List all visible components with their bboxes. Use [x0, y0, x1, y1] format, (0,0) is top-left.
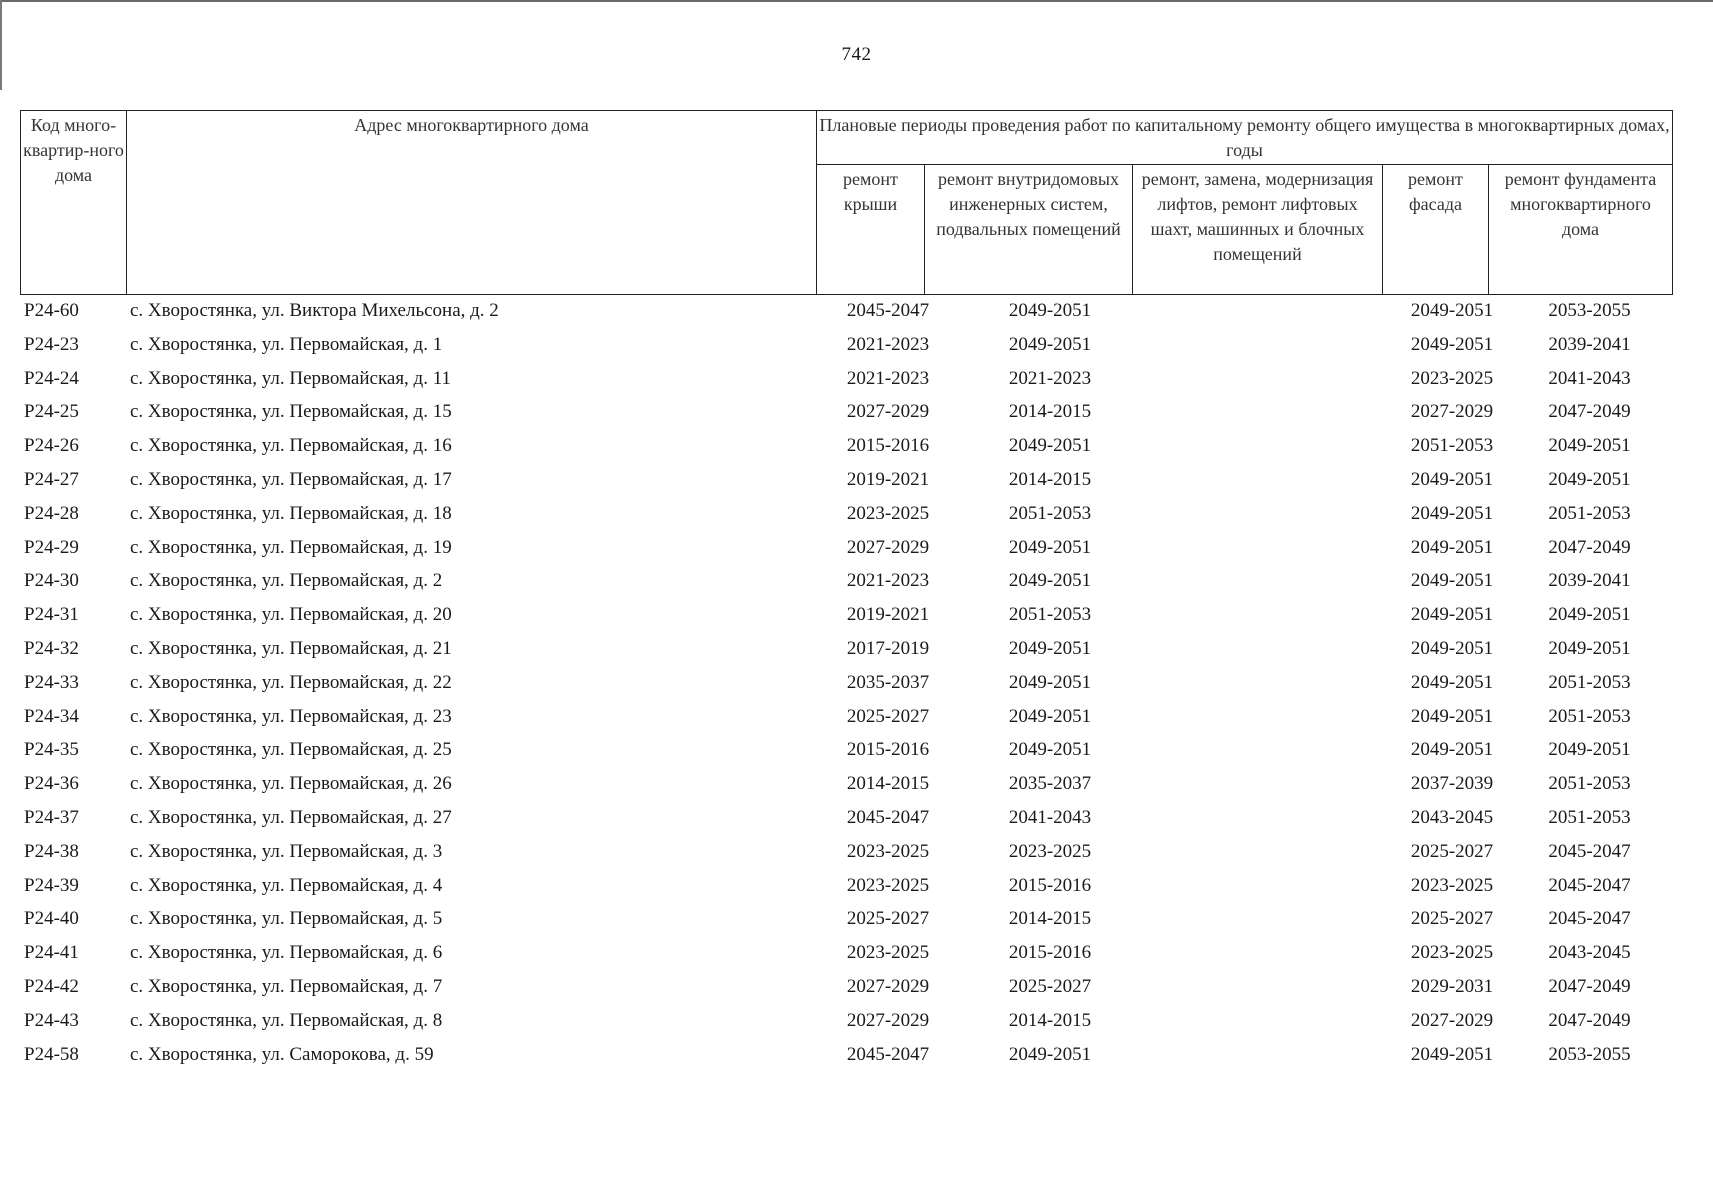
row-roof-period: 2035-2037	[846, 671, 930, 693]
row-roof-period: 2045-2047	[846, 1043, 930, 1065]
row-engineering-period: 2049-2051	[1008, 333, 1092, 355]
header-code: Код много-квартир-ного дома	[21, 111, 127, 295]
row-roof-period: 2019-2021	[846, 468, 930, 490]
row-foundation-period: 2045-2047	[1548, 874, 1631, 896]
row-roof-period: 2025-2027	[846, 705, 930, 727]
row-foundation-period: 2053-2055	[1548, 300, 1631, 321]
row-address: с. Хворостянка, ул. Первомайская, д. 3	[130, 840, 443, 862]
row-roof-period: 2023-2025	[846, 502, 930, 524]
row-facade-period: 2049-2051	[1410, 300, 1494, 321]
row-address: с. Хворостянка, ул. Первомайская, д. 1	[130, 333, 443, 355]
row-engineering-period: 2023-2025	[1008, 840, 1092, 862]
row-foundation-period: 2053-2055	[1548, 1043, 1631, 1065]
row-code: P24-26	[24, 435, 79, 457]
header-engineering: ремонт внутридомовых инженерных систем, подвальных помещений	[925, 165, 1133, 295]
table-row	[20, 497, 1672, 531]
row-address: с. Хворостянка, ул. Первомайская, д. 7	[130, 975, 443, 997]
row-facade-period: 2023-2025	[1410, 874, 1494, 896]
row-engineering-period: 2049-2051	[1008, 1043, 1092, 1065]
row-foundation-period: 2041-2043	[1548, 367, 1631, 389]
row-code: P24-42	[24, 975, 79, 997]
table-row	[20, 564, 1672, 598]
row-facade-period: 2023-2025	[1410, 942, 1494, 964]
row-facade-period: 2049-2051	[1410, 671, 1494, 693]
row-foundation-period: 2047-2049	[1548, 401, 1631, 423]
row-engineering-period: 2049-2051	[1008, 300, 1092, 321]
row-engineering-period: 2015-2016	[1008, 942, 1092, 964]
row-facade-period: 2027-2029	[1410, 401, 1494, 423]
row-foundation-period: 2049-2051	[1548, 435, 1631, 457]
table-row	[20, 970, 1672, 1004]
row-foundation-period: 2051-2053	[1548, 773, 1631, 795]
row-address: с. Хворостянка, ул. Первомайская, д. 16	[130, 435, 452, 457]
row-facade-period: 2049-2051	[1410, 604, 1494, 626]
table-row	[20, 598, 1672, 632]
row-engineering-period: 2025-2027	[1008, 975, 1092, 997]
row-code: P24-40	[24, 908, 79, 930]
row-foundation-period: 2051-2053	[1548, 502, 1631, 524]
row-facade-period: 2049-2051	[1410, 1043, 1494, 1065]
table-row	[20, 294, 1672, 328]
row-address: с. Хворостянка, ул. Виктора Михельсона, д. 2	[130, 300, 499, 321]
row-facade-period: 2025-2027	[1410, 908, 1494, 930]
row-address: с. Хворостянка, ул. Первомайская, д. 15	[130, 401, 452, 423]
row-code: P24-43	[24, 1009, 79, 1031]
row-roof-period: 2017-2019	[846, 637, 930, 659]
header-periods: Плановые периоды проведения работ по капитальному ремонту общего имущества в многоквартирных домах, годы	[817, 111, 1673, 165]
header-foundation: ремонт фундамента многоквартирного дома	[1489, 165, 1673, 295]
row-facade-period: 2049-2051	[1410, 637, 1494, 659]
row-facade-period: 2051-2053	[1410, 435, 1494, 457]
table-header	[20, 110, 1673, 295]
row-foundation-period: 2039-2041	[1548, 570, 1631, 592]
row-roof-period: 2023-2025	[846, 840, 930, 862]
row-engineering-period: 2049-2051	[1008, 739, 1092, 761]
row-foundation-period: 2043-2045	[1548, 942, 1631, 964]
table-row	[20, 835, 1672, 869]
row-foundation-period: 2049-2051	[1548, 604, 1631, 626]
row-roof-period: 2027-2029	[846, 975, 930, 997]
row-code: P24-35	[24, 739, 79, 761]
table-row	[20, 531, 1672, 565]
row-roof-period: 2045-2047	[846, 300, 930, 321]
row-code: P24-32	[24, 637, 79, 659]
header-lifts: ремонт, замена, модернизация лифтов, ремонт лифтовых шахт, машинных и блочных помещений	[1133, 165, 1383, 295]
table-row	[20, 632, 1672, 666]
row-roof-period: 2015-2016	[846, 435, 930, 457]
row-foundation-period: 2045-2047	[1548, 840, 1631, 862]
row-engineering-period: 2014-2015	[1008, 908, 1092, 930]
row-engineering-period: 2014-2015	[1008, 1009, 1092, 1031]
row-foundation-period: 2039-2041	[1548, 333, 1631, 355]
row-code: P24-31	[24, 604, 79, 626]
row-engineering-period: 2049-2051	[1008, 570, 1092, 592]
header-roof: ремонт крыши	[817, 165, 925, 295]
row-code: P24-25	[24, 401, 79, 423]
row-facade-period: 2049-2051	[1410, 468, 1494, 490]
row-address: с. Хворостянка, ул. Первомайская, д. 5	[130, 908, 443, 930]
row-code: P24-28	[24, 502, 79, 524]
row-foundation-period: 2047-2049	[1548, 536, 1631, 558]
row-roof-period: 2025-2027	[846, 908, 930, 930]
row-facade-period: 2049-2051	[1410, 333, 1494, 355]
row-facade-period: 2029-2031	[1410, 975, 1494, 997]
row-address: с. Хворостянка, ул. Первомайская, д. 8	[130, 1009, 443, 1031]
table-row	[20, 936, 1672, 970]
row-roof-period: 2027-2029	[846, 1009, 930, 1031]
row-foundation-period: 2049-2051	[1548, 637, 1631, 659]
row-code: P24-23	[24, 333, 79, 355]
header-facade: ремонт фасада	[1383, 165, 1489, 295]
row-roof-period: 2021-2023	[846, 367, 930, 389]
row-address: с. Хворостянка, ул. Первомайская, д. 11	[130, 367, 452, 389]
row-address: с. Хворостянка, ул. Первомайская, д. 23	[130, 705, 452, 727]
row-code: P24-39	[24, 874, 79, 896]
table-row	[20, 395, 1672, 429]
row-roof-period: 2027-2029	[846, 536, 930, 558]
row-code: P24-37	[24, 806, 79, 828]
row-address: с. Хворостянка, ул. Первомайская, д. 2	[130, 570, 443, 592]
row-engineering-period: 2051-2053	[1008, 604, 1092, 626]
row-foundation-period: 2047-2049	[1548, 1009, 1631, 1031]
table-row	[20, 1004, 1672, 1038]
row-foundation-period: 2049-2051	[1548, 739, 1631, 761]
row-engineering-period: 2049-2051	[1008, 536, 1092, 558]
row-roof-period: 2023-2025	[846, 874, 930, 896]
row-address: с. Хворостянка, ул. Первомайская, д. 25	[130, 739, 452, 761]
row-engineering-period: 2015-2016	[1008, 874, 1092, 896]
row-code: P24-36	[24, 773, 79, 795]
row-engineering-period: 2049-2051	[1008, 671, 1092, 693]
row-roof-period: 2027-2029	[846, 401, 930, 423]
row-engineering-period: 2049-2051	[1008, 435, 1092, 457]
row-code: P24-33	[24, 671, 79, 693]
row-code: P24-38	[24, 840, 79, 862]
row-facade-period: 2043-2045	[1410, 806, 1494, 828]
page-number: 742	[841, 44, 872, 65]
row-facade-period: 2049-2051	[1410, 536, 1494, 558]
row-roof-period: 2021-2023	[846, 333, 930, 355]
row-roof-period: 2045-2047	[846, 806, 930, 828]
row-address: с. Хворостянка, ул. Первомайская, д. 6	[130, 942, 443, 964]
row-foundation-period: 2045-2047	[1548, 908, 1631, 930]
row-code: P24-27	[24, 468, 79, 490]
row-address: с. Хворостянка, ул. Первомайская, д. 22	[130, 671, 452, 693]
row-address: с. Хворостянка, ул. Первомайская, д. 4	[130, 874, 443, 896]
row-engineering-period: 2035-2037	[1008, 773, 1092, 795]
row-code: P24-60	[24, 300, 79, 321]
row-roof-period: 2023-2025	[846, 942, 930, 964]
row-facade-period: 2037-2039	[1410, 773, 1494, 795]
row-code: P24-24	[24, 367, 79, 389]
row-address: с. Хворостянка, ул. Первомайская, д. 21	[130, 637, 452, 659]
row-facade-period: 2049-2051	[1410, 739, 1494, 761]
row-code: P24-41	[24, 942, 79, 964]
row-facade-period: 2023-2025	[1410, 367, 1494, 389]
table-row	[20, 700, 1672, 734]
row-facade-period: 2049-2051	[1410, 705, 1494, 727]
row-facade-period: 2049-2051	[1410, 502, 1494, 524]
row-code: P24-58	[24, 1043, 79, 1065]
table-row	[20, 1038, 1672, 1072]
row-engineering-period: 2014-2015	[1008, 468, 1092, 490]
row-foundation-period: 2051-2053	[1548, 705, 1631, 727]
row-address: с. Хворостянка, ул. Первомайская, д. 19	[130, 536, 452, 558]
scan-edge-top	[0, 0, 1713, 2]
row-roof-period: 2019-2021	[846, 604, 930, 626]
row-facade-period: 2027-2029	[1410, 1009, 1494, 1031]
table-row	[20, 869, 1672, 903]
row-code: P24-29	[24, 536, 79, 558]
row-code: P24-30	[24, 570, 79, 592]
table-row	[20, 767, 1672, 801]
row-address: с. Хворостянка, ул. Первомайская, д. 17	[130, 468, 452, 490]
row-roof-period: 2015-2016	[846, 739, 930, 761]
row-facade-period: 2025-2027	[1410, 840, 1494, 862]
table-row	[20, 429, 1672, 463]
row-foundation-period: 2051-2053	[1548, 806, 1631, 828]
row-engineering-period: 2051-2053	[1008, 502, 1092, 524]
row-engineering-period: 2021-2023	[1008, 367, 1092, 389]
row-engineering-period: 2041-2043	[1008, 806, 1092, 828]
row-address: с. Хворостянка, ул. Первомайская, д. 18	[130, 502, 452, 524]
table-row	[20, 733, 1672, 767]
row-engineering-period: 2049-2051	[1008, 637, 1092, 659]
row-foundation-period: 2049-2051	[1548, 468, 1631, 490]
table-row	[20, 902, 1672, 936]
row-engineering-period: 2049-2051	[1008, 705, 1092, 727]
table-row	[20, 666, 1672, 700]
row-facade-period: 2049-2051	[1410, 570, 1494, 592]
row-address: с. Хворостянка, ул. Первомайская, д. 20	[130, 604, 452, 626]
row-roof-period: 2021-2023	[846, 570, 930, 592]
row-address: с. Хворостянка, ул. Первомайская, д. 27	[130, 806, 452, 828]
table-body	[20, 294, 1672, 1071]
table-row	[20, 801, 1672, 835]
row-engineering-period: 2014-2015	[1008, 401, 1092, 423]
row-foundation-period: 2047-2049	[1548, 975, 1631, 997]
table-row	[20, 328, 1672, 362]
row-address: с. Хворостянка, ул. Первомайская, д. 26	[130, 773, 452, 795]
row-foundation-period: 2051-2053	[1548, 671, 1631, 693]
row-code: P24-34	[24, 705, 79, 727]
row-address: с. Хворостянка, ул. Саморокова, д. 59	[130, 1043, 434, 1065]
header-address: Адрес многоквартирного дома	[127, 111, 817, 295]
table-row	[20, 362, 1672, 396]
row-roof-period: 2014-2015	[846, 773, 930, 795]
table-row	[20, 463, 1672, 497]
